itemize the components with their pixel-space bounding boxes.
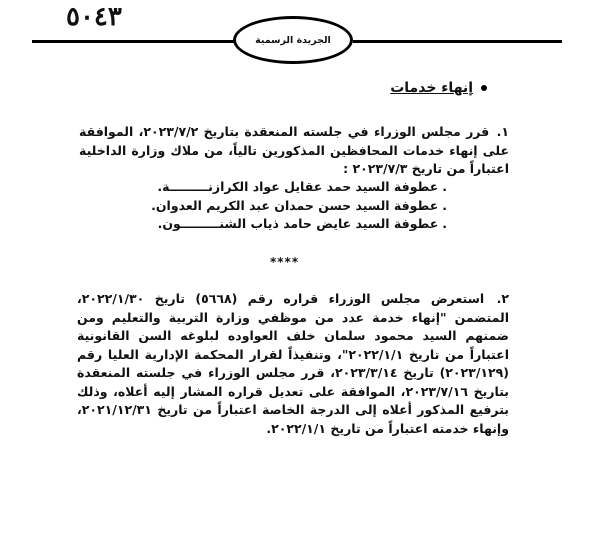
list-item: .عطوفة السيد عايض حامد ذياب الشنـــــــــون. <box>157 216 447 231</box>
item-1-text: قرر مجلس الوزراء في جلسته المنعقدة بتاريخ ٢٠٢٣/٧/٢، الموافقة على إنهاء خدمات المحافظين المذكورين تالياً، من ملاك وزارة الداخلية اعتباراً من تاريخ ٢٠٢٣/٧/٣ : <box>79 124 509 176</box>
masthead-oval <box>233 16 353 64</box>
item-2-number: ٢. <box>496 291 509 306</box>
bullet-icon <box>481 85 487 91</box>
governors-list <box>151 178 447 234</box>
header-rule-right <box>353 40 562 43</box>
masthead-label: الجريدة الرسمية <box>255 34 331 46</box>
item-1-number: ١. <box>496 124 510 139</box>
section-heading <box>390 80 487 96</box>
page-number: ٣٤٠٥ <box>66 2 122 32</box>
list-item: .عطوفة السيد حمد عقايل عواد الكرازنـــــــــة. <box>157 179 447 194</box>
header-rule-left <box>32 40 235 43</box>
item-2-paragraph <box>77 290 509 438</box>
item-1-paragraph <box>79 123 509 179</box>
item-2-text: استعرض مجلس الوزراء قراره رقم (٥٦٦٨) تاريخ ٢٠٢٢/١/٣٠، المتضمن "إنهاء خدمة عدد من موظفي وزارة التربية والتعليم ومن ضمنهم السيد محمود سلمان خلف العواوده لبلوغه السن القانونية اعتباراً من تاريخ ٢٠٢٢/١/١"، وتنفيذاً لقرار المحكمة الإدارية العليا رقم (٢٠٢٣/١٢٩) تاريخ ٢٠٢٣/٣/١٤، قرر مجلس الوزراء في جلسته المنعقدة بتاريخ ٢٠٢٣/٧/١٦، الموافقة على تعديل قراره المشار إليه أعلاه، وذلك بترفيع المذكور أعلاه إلى الدرجة الخاصة اعتباراً من تاريخ ٢٠٢١/١٢/٣١، وإنهاء خدمته اعتباراً من تاريخ ٢٠٢٢/١/١. <box>77 291 509 436</box>
section-title: إنهاء خدمات <box>390 80 473 96</box>
separator-stars: **** <box>270 255 300 269</box>
list-item: .عطوفة السيد حسن حمدان عبد الكريم العدوان. <box>151 197 447 213</box>
